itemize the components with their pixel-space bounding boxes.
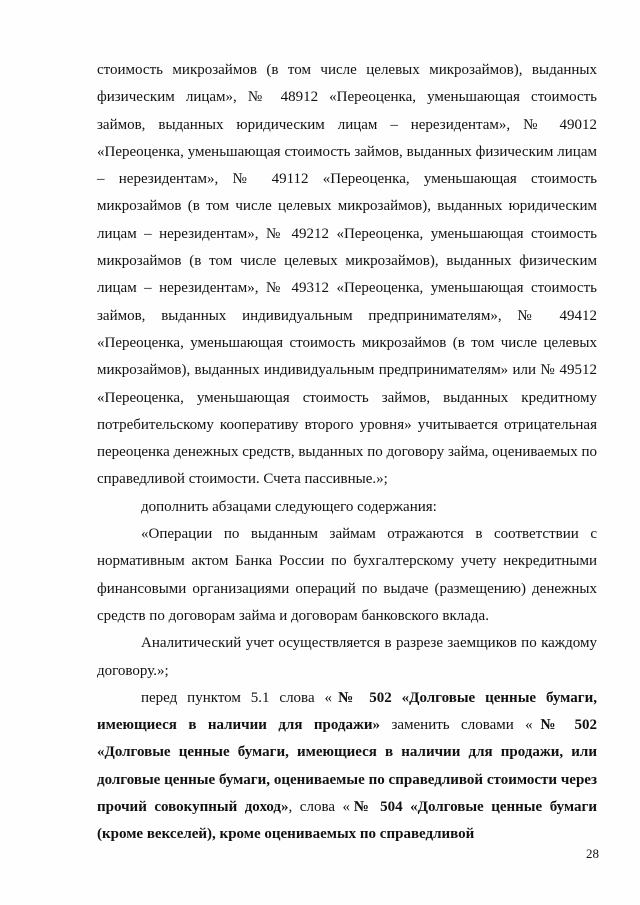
paragraph-5-text-a: перед пунктом 5.1 слова « (141, 689, 332, 706)
paragraph-5-bold-c: № 504 «Долговые ценные бумаги (кроме векселей), кроме оцениваемых по справедливой (97, 799, 597, 843)
paragraph-5-text-b: заменить словами « (380, 717, 533, 734)
document-body (97, 57, 597, 849)
paragraph-3 (97, 521, 597, 630)
paragraph-4 (97, 630, 597, 685)
paragraph-1-text: стоимость микрозаймов (в том числе целевых микрозаймов), выданных физическим лицам», № 48912 «Переоценка, уменьшающая стоимость займов, выданных юридическим лицам – нерезидентам», № 49012 «Переоценка, уменьшающая стоимость займов, выданных физическим лицам – нерезидентам», № 49112 «Переоценка, уменьшающая стоимость микрозаймов (в том числе целевых микрозаймов), выданных юридическим лицам – нерезидентам», № 49212 «Переоценка, уменьшающая стоимость микрозаймов (в том числе целевых микрозаймов), выданных физическим лицам – нерезидентам», № 49312 «Переоценка, уменьшающая стоимость займов, выданных индивидуальным предпринимателям», № 49412 «Переоценка, уменьшающая стоимость микрозаймов (в том числе целевых микрозаймов), выданных индивидуальным предпринимателям» или № 49512 «Переоценка, уменьшающая стоимость займов, выданных кредитному потребительскому кооперативу второго уровня» учитывается отрицательная переоценка денежных средств, выданных по договору займа, оцениваемых по справедливой стоимости. Счета пассивные.»; (97, 62, 597, 488)
paragraph-2-text: дополнить абзацами следующего содержания: (141, 498, 437, 515)
paragraph-1 (97, 57, 597, 494)
paragraph-5-text-c: , слова « (288, 799, 350, 816)
paragraph-2 (97, 494, 597, 521)
paragraph-5-bold-a: № 502 «Долговые ценные бумаги, имеющиеся в наличии для продажи» (97, 689, 598, 734)
page-number: 28 (586, 846, 599, 861)
paragraph-4-text: Аналитический учет осуществляется в разрезе заемщиков по каждому договору.»; (97, 635, 597, 679)
paragraph-5 (97, 685, 597, 849)
paragraph-3-text: «Операции по выданным займам отражаются в соответствии с нормативным актом Банка России по бухгалтерскому учету некредитными финансовыми организациями операций по выдаче (размещению) денежных средств по договорам займа и договорам банковского вклада. (97, 526, 597, 624)
paragraph-5-bold-b: № 502 «Долговые ценные бумаги, имеющиеся в наличии для продажи, или долговые ценные бумаги, оцениваемые по справедливой стоимости через прочий совокупный доход» (97, 717, 597, 816)
